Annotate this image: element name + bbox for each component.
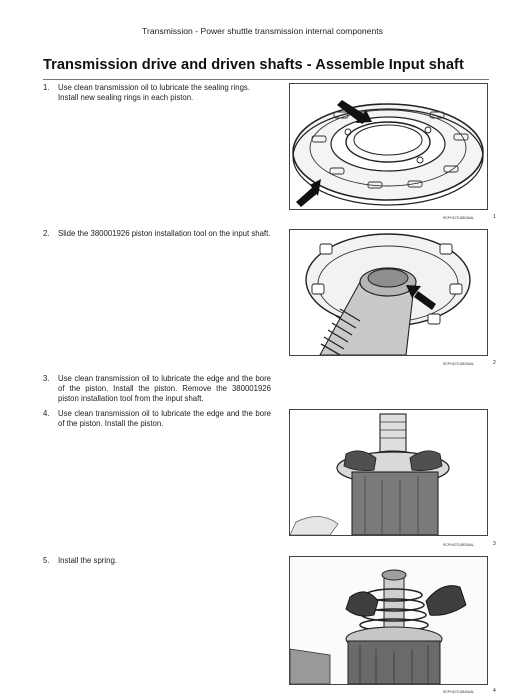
figure-2-number: 2 bbox=[493, 360, 496, 366]
step-4 bbox=[43, 409, 271, 429]
running-head: Transmission - Power shuttle transmission internal components bbox=[142, 26, 383, 36]
step-5 bbox=[43, 556, 271, 566]
step-text: Use clean transmission oil to lubricate the edge and the bore of the piston. Install the piston. Remove the 380001926 piston installation tool from the input shaft. bbox=[58, 374, 271, 404]
figure-3-caption: RCPH10TL8830AAL bbox=[443, 543, 475, 547]
step-text: Slide the 380001926 piston installation tool on the input shaft. bbox=[58, 229, 271, 238]
step-2 bbox=[43, 229, 271, 239]
figure-2-tool-illustration bbox=[289, 229, 488, 356]
step-text: Install the spring. bbox=[58, 556, 117, 565]
step-number: 2. bbox=[43, 229, 50, 238]
figure-1-piston-illustration bbox=[289, 83, 488, 210]
step-3 bbox=[43, 374, 271, 405]
figure-4-spring-install-illustration bbox=[289, 556, 488, 685]
figure-1-number: 1 bbox=[493, 214, 496, 220]
step-text: Use clean transmission oil to lubricate the sealing rings. Install new sealing rings in each piston. bbox=[58, 83, 250, 103]
step-number: 1. bbox=[43, 83, 50, 92]
figure-4-caption: RCPH10TL8840AAL bbox=[443, 690, 475, 694]
figure-3-number: 3 bbox=[493, 541, 496, 547]
figure-3-piston-install-illustration bbox=[289, 409, 488, 536]
page-title: Transmission drive and driven shafts - Assemble Input shaft bbox=[43, 57, 464, 73]
step-text: Use clean transmission oil to lubricate the edge and the bore of the piston. Install the piston. bbox=[58, 409, 271, 429]
step-number: 3. bbox=[43, 374, 50, 383]
step-1 bbox=[43, 83, 271, 103]
step-number: 4. bbox=[43, 409, 50, 418]
figure-2-caption: RCPH10TL8820AAL bbox=[443, 362, 475, 366]
figure-1-caption: RCPH10TL8803AAL bbox=[443, 216, 475, 220]
figure-4-number: 4 bbox=[493, 688, 496, 694]
step-number: 5. bbox=[43, 556, 50, 565]
title-rule bbox=[43, 79, 489, 80]
